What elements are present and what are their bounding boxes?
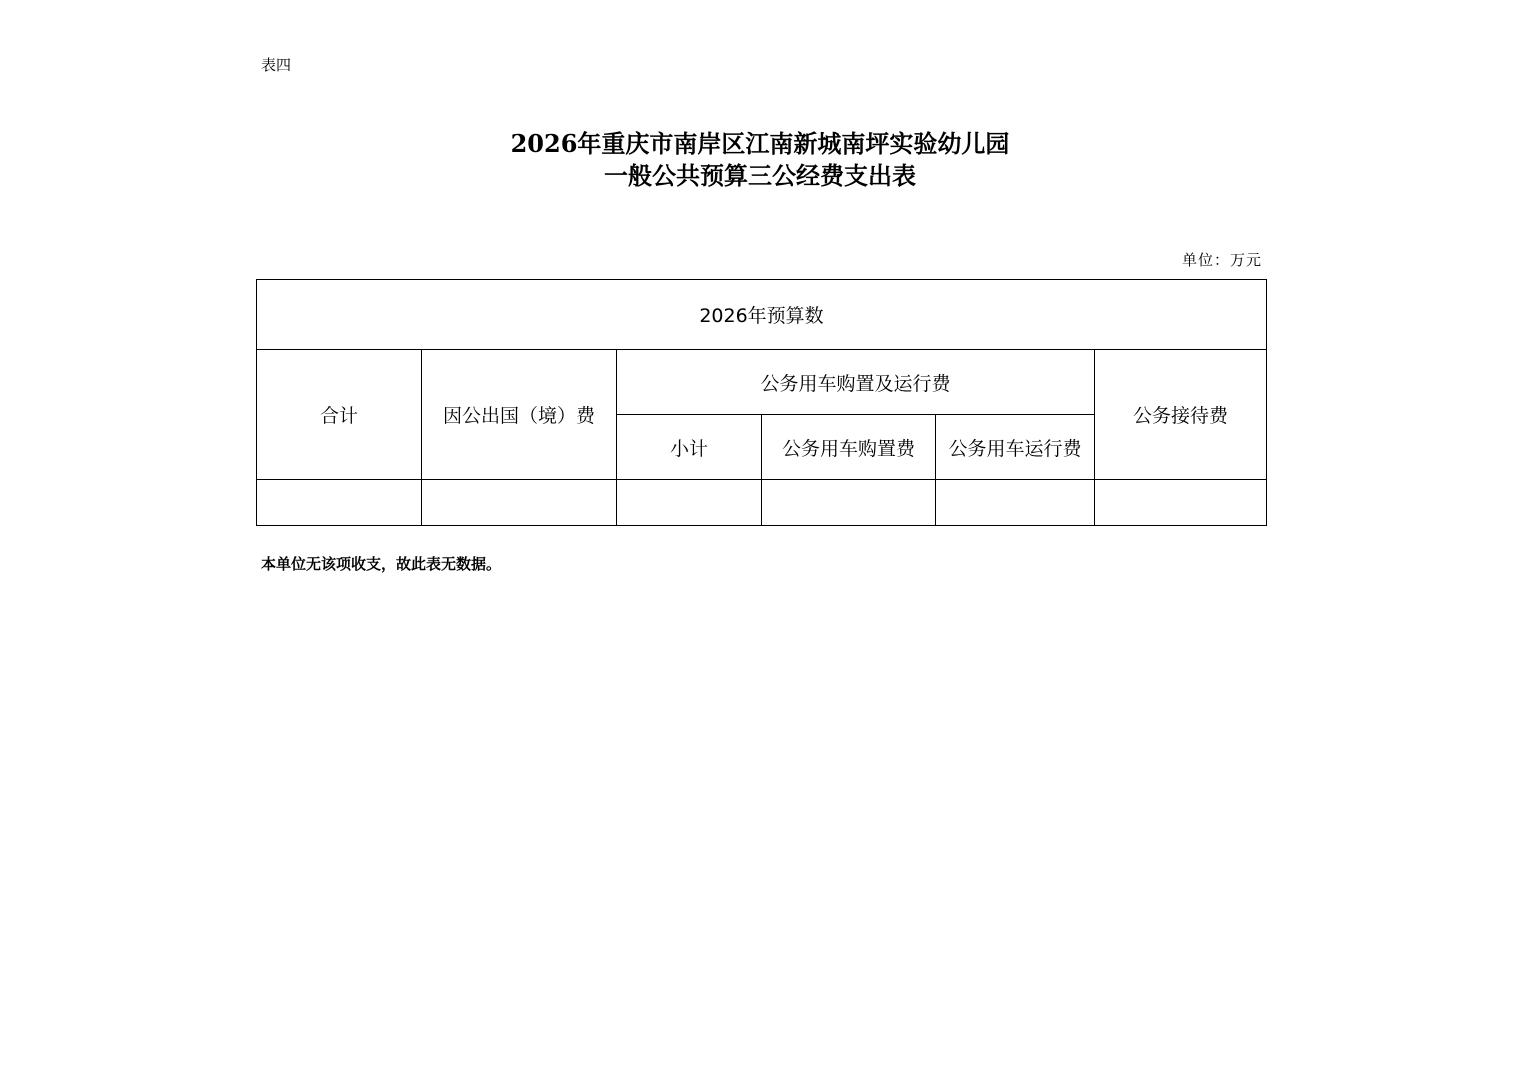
header-vehicle-purchase: 公务用车购置费 [762, 415, 936, 480]
sheet-label: 表四 [261, 56, 292, 74]
document-title-line2: 一般公共预算三公经费支出表 [604, 161, 916, 190]
table-cell [762, 480, 936, 526]
header-overseas-fee: 因公出国（境）费 [422, 350, 617, 480]
unit-label: 单位：万元 [1181, 251, 1262, 269]
table-cell [257, 480, 422, 526]
header-vehicle-subtotal: 小计 [617, 415, 762, 480]
table-row [257, 480, 1267, 526]
table-cell [617, 480, 762, 526]
header-vehicle-group: 公务用车购置及运行费 [617, 350, 1095, 415]
table-cell [1095, 480, 1267, 526]
header-vehicle-operation: 公务用车运行费 [936, 415, 1095, 480]
header-budget-year: 2026年预算数 [257, 280, 1267, 350]
budget-table [256, 279, 1267, 526]
no-data-note: 本单位无该项收支，故此表无数据。 [261, 555, 502, 573]
table-cell [936, 480, 1095, 526]
table-header-row [257, 280, 1267, 350]
table-cell [422, 480, 617, 526]
document-title-line1: 2026年重庆市南岸区江南新城南坪实验幼儿园 [510, 129, 1010, 158]
header-total: 合计 [257, 350, 422, 480]
table-header-row [257, 350, 1267, 415]
header-reception-fee: 公务接待费 [1095, 350, 1267, 480]
